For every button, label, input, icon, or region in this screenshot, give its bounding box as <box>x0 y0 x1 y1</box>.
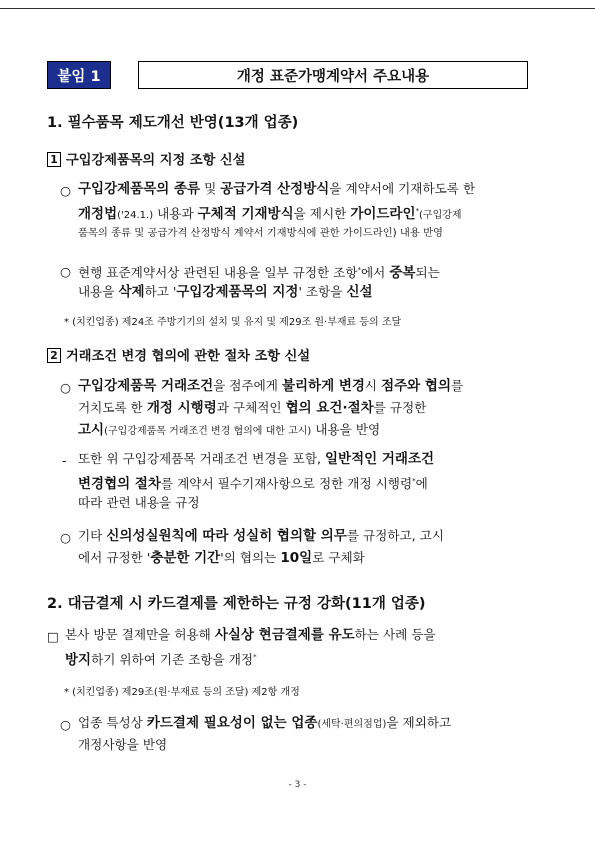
sec2-bullet2-line1: 업종 특성상 카드결제 필요성이 없는 업종(세탁·편의점업)을 제외하고 <box>78 715 452 731</box>
sec2-bullet1-line1: 본사 방문 결제만을 허용해 사실상 현금결제를 유도하는 사례 등을 <box>65 627 436 643</box>
dash-marker: - <box>62 453 67 468</box>
bullet-marker: ○ <box>60 183 71 198</box>
sub1-title: 구입강제품목의 지정 조항 신설 <box>66 153 246 168</box>
sub2-bullet2-line1: 또한 위 구입강제품목 거래조건 변경을 포함, 일반적인 거래조건 <box>78 451 435 467</box>
section1-heading: 1. 필수품목 제도개선 반영(13개 업종) <box>47 115 299 131</box>
sub2-bullet2-line2: 변경협의 절차를 계약서 필수기재사항으로 정한 개정 시행령*에 <box>78 476 428 493</box>
sub1-bullet1-line2: 개정법('24.1.) 내용과 구체적 기재방식을 제시한 가이드라인*(구입강제 <box>78 206 462 223</box>
sec2-footnote: * (치킨업종) 제29조(원·부재료 등의 조달) 제2항 개정 <box>64 687 300 698</box>
sub1-bullet1-line3: 품목의 종류 및 공급가격 산정방식 계약서 기재방식에 관한 가이드라인) 내용 반영 <box>78 227 443 239</box>
box-marker: □ <box>47 629 59 644</box>
sub2-bullet3-line1: 기타 신의성실원칙에 따라 성실히 협의할 의무를 규정하고, 고시 <box>78 528 445 544</box>
sec2-bullet2-line2: 개정사항을 반영 <box>78 737 168 752</box>
sub2-title: 거래조건 변경 협의에 관한 절차 조항 신설 <box>66 349 311 364</box>
page-title: 개정 표준가맹계약서 주요내용 <box>138 61 528 89</box>
sub2-number-box: 2 <box>47 348 61 363</box>
sub1-footnote: * (치킨업종) 제24조 주방기기의 설치 및 유지 및 제29조 원·부재료 등의 조달 <box>64 317 402 328</box>
section2-heading: 2. 대금결제 시 카드결제를 제한하는 규정 강화(11개 업종) <box>47 596 426 612</box>
sub1-bullet1-line1: 구입강제품목의 종류 및 공급가격 산정방식을 계약서에 기재하도록 한 <box>78 181 476 197</box>
sub1-heading <box>47 149 245 168</box>
sub2-bullet3-line2: 에서 규정한 '충분한 기간'의 협의는 10일로 구체화 <box>78 550 365 566</box>
sub2-heading <box>47 345 310 364</box>
bullet-marker: ○ <box>60 530 71 545</box>
sub2-bullet1-line3: 고시(구입강제품목 거래조건 변경 협의에 대한 고시) 내용을 반영 <box>78 422 381 438</box>
sub2-bullet2-line3: 따라 관련 내용을 규정 <box>78 495 200 510</box>
sub2-bullet1-line1: 구입강제품목 거래조건을 점주에게 불리하게 변경시 점주와 협의를 <box>78 378 464 394</box>
sub1-number-box: 1 <box>47 152 61 167</box>
bullet-marker: ○ <box>60 380 71 395</box>
sub1-bullet2-line2: 내용을 삭제하고 '구입강제품목의 지정' 조항을 신설 <box>78 284 373 300</box>
bullet-marker: ○ <box>60 717 71 732</box>
sub1-bullet2-line1: 현행 표준계약서상 관련된 내용을 일부 규정한 조항*에서 중복되는 <box>78 265 440 282</box>
sub2-bullet1-line2: 거치도록 한 개정 시행령과 구체적인 협의 요건·절차를 규정한 <box>78 400 427 416</box>
bullet-marker: ○ <box>60 264 71 279</box>
page-number: - 3 - <box>288 780 307 790</box>
attachment-badge: 붙임 1 <box>47 61 111 89</box>
sec2-bullet1-line2: 방지하기 위하여 기존 조항을 개정* <box>65 652 257 669</box>
top-rule <box>0 8 595 9</box>
